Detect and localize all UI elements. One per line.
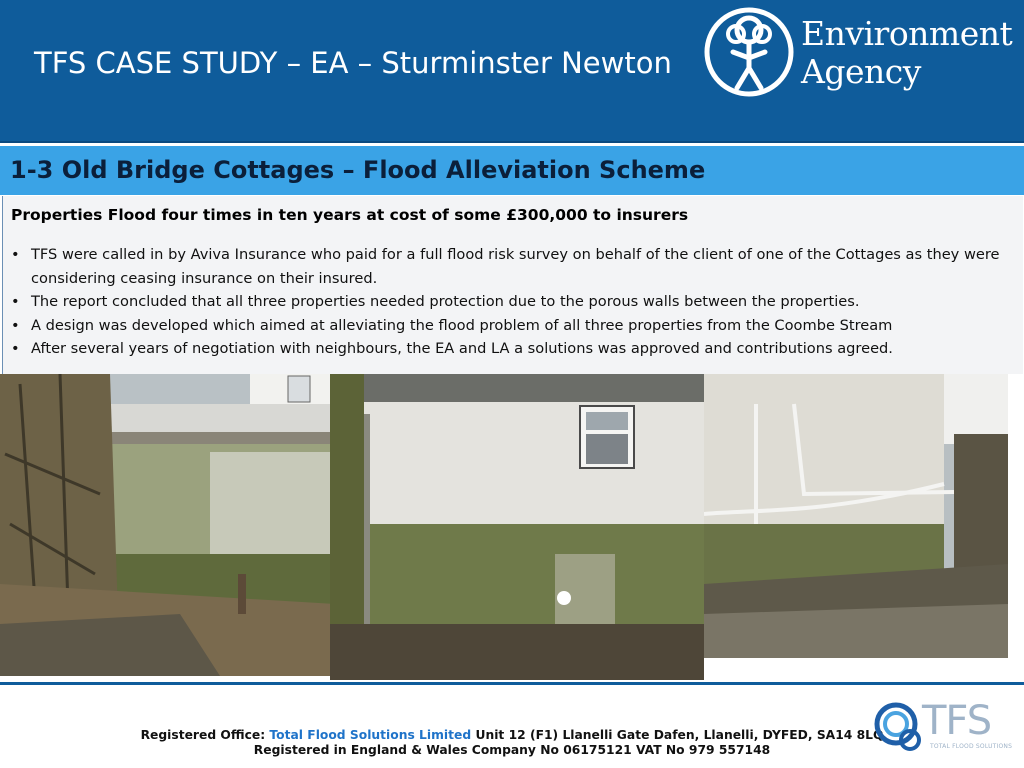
tfs-circles-icon bbox=[872, 700, 928, 756]
bullet-text: After several years of negotiation with neighbours, the EA and LA a solutions was approved and contributions agreed. bbox=[31, 340, 893, 357]
footer-line2: Registered in England & Wales Company No 06175121 VAT No 979 557148 bbox=[253, 743, 771, 757]
header-bar bbox=[0, 0, 1024, 143]
footer-address: Unit 12 (F1) Llanelli Gate Dafen, Llanelli, DYFED, SA14 8LQ bbox=[471, 728, 884, 742]
panel-subtitle: Properties Flood four times in ten years at cost of some £300,000 to insurers bbox=[11, 206, 689, 224]
bullet-dot: • bbox=[11, 340, 20, 357]
logo-word-environment: Environment bbox=[801, 14, 1013, 53]
section-heading-bar bbox=[0, 146, 1024, 195]
bullet-dot: • bbox=[11, 316, 20, 334]
section-title: 1-3 Old Bridge Cottages – Flood Alleviation Scheme bbox=[10, 156, 706, 184]
footer bbox=[0, 728, 1024, 758]
bullet-item bbox=[11, 290, 1015, 314]
tree-person-icon bbox=[703, 4, 795, 100]
bullet-dot: • bbox=[11, 246, 20, 263]
tfs-logo bbox=[872, 698, 1012, 758]
text-panel bbox=[2, 196, 1023, 374]
bottom-divider bbox=[0, 682, 1024, 685]
bullet-text: The report concluded that all three properties needed protection due to the porous walls between the properties. bbox=[31, 293, 860, 310]
tfs-subtitle: TOTAL FLOOD SOLUTIONS bbox=[930, 743, 1013, 750]
tfs-letters: TFS bbox=[922, 698, 992, 744]
footer-line1 bbox=[0, 728, 1024, 743]
slide-title: TFS CASE STUDY – EA – Sturminster Newton bbox=[34, 46, 672, 80]
footer-company-name: Total Flood Solutions Limited bbox=[269, 728, 472, 742]
photo-strip bbox=[0, 374, 1024, 684]
bullet-item bbox=[11, 243, 1015, 290]
logo-word-agency: Agency bbox=[801, 52, 921, 91]
bullet-dot: • bbox=[11, 293, 20, 310]
photo-cottage-wall-left bbox=[0, 374, 335, 676]
footer-prefix: Registered Office: bbox=[140, 728, 270, 742]
bullet-text: A design was developed which aimed at alleviating the flood problem of all three properties from the Coombe Stream bbox=[31, 316, 893, 334]
bullet-item bbox=[11, 337, 1015, 361]
photo-cottage-wall-centre bbox=[330, 374, 704, 680]
environment-agency-logo bbox=[703, 4, 1019, 100]
bullet-item bbox=[11, 314, 1015, 338]
bullet-text: TFS were called in by Aviva Insurance who paid for a full flood risk survey on behalf of the client of one of the Cottages as they were considering ceasing insurance on their insured. bbox=[31, 246, 1000, 287]
bullet-list bbox=[11, 243, 1015, 361]
photo-cottage-wall-right bbox=[704, 374, 1008, 658]
